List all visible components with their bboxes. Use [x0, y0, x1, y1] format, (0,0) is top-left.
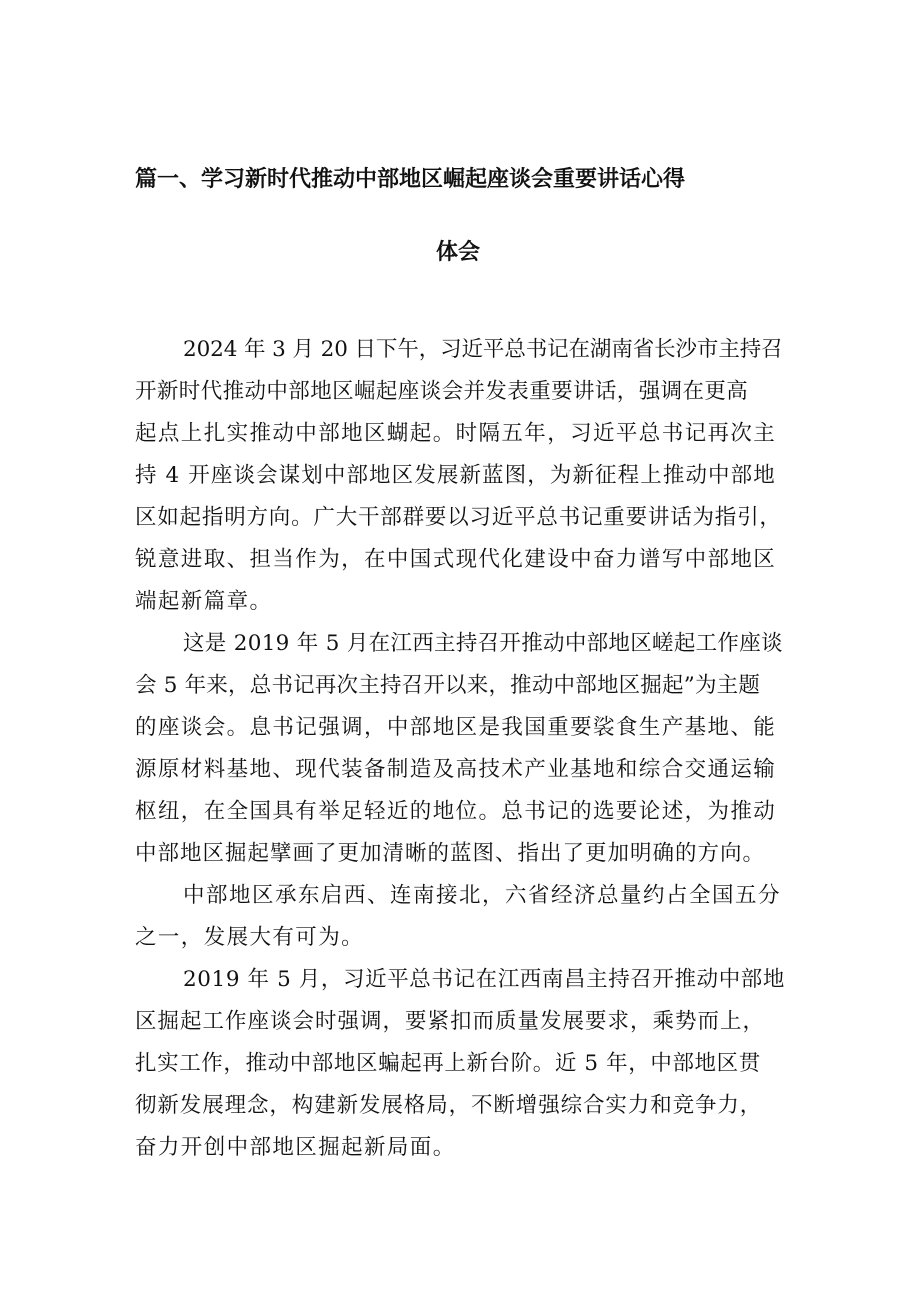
paragraph-4-line-3: 扎实工作，推动中部地区蝙起再上新台阶。近 5 年，中部地区贯	[135, 1051, 761, 1076]
paragraph-1-line-6: 锐意进取、担当作为，在中国式现代化建设中奋力谱写中部地区	[135, 547, 777, 572]
paragraph-2-line-1: 这是 2019 年 5 月在江西主持召开推动中部地区嵯起工作座谈	[183, 631, 783, 656]
document-title-continuation: 体会	[436, 240, 481, 265]
paragraph-1-line-7: 端起新篇章。	[135, 589, 273, 614]
paragraph-1-line-4: 持 4 开座谈会谋划中部地区发展新蓝图，为新征程上推动中部地	[135, 463, 776, 488]
paragraph-2-line-5: 枢纽，在全国具有举足轻近的地位。总书记的选要论述，为推动	[135, 799, 777, 824]
paragraph-3-line-1: 中部地区承东启西、连南接北，六省经济总量约占全国五分	[183, 883, 782, 908]
paragraph-1-line-5: 区如起指明方向。广大干部群要以习近平总书记重要讲话为指引，	[135, 505, 782, 530]
paragraph-1-line-2: 开新时代推动中部地区崛起座谈会并发表重要讲话，强调在更高	[135, 379, 749, 404]
document-title: 篇一、学习新时代推动中部地区崛起座谈会重要讲话心得	[135, 167, 686, 192]
paragraph-3-line-2: 之一，发展大有可为。	[135, 925, 365, 950]
paragraph-4-line-1: 2019 年 5 月，习近平总书记在江西南昌主持召开推动中部地	[183, 967, 785, 992]
paragraph-2-line-2: 会 5 年来，总书记再次主持召开以来，推动中部地区掘起”为主题	[135, 673, 761, 698]
paragraph-4-line-5: 奋力开创中部地区掘起新局面。	[135, 1135, 456, 1160]
paragraph-2-line-6: 中部地区掘起擘画了更加清晰的蓝图、指出了更加明确的方向。	[135, 841, 766, 866]
paragraph-1-line-3: 起点上扎实推动中部地区蝴起。时隔五年，习近平总书记再次主	[135, 421, 777, 446]
paragraph-2-line-3: 的座谈会。息书记强调，中部地区是我国重要裟食生产基地、能	[135, 715, 777, 740]
paragraph-2-line-4: 源原材料基地、现代装备制造及高技术产业基地和综合交通运输	[135, 757, 777, 782]
paragraph-4-line-2: 区掘起工作座谈会时强调，要紧扣而质量发展要求，乘势而上，	[135, 1009, 766, 1034]
paragraph-1-line-1: 2024 年 3 月 20 日下午，习近平总书记在湖南省长沙市主持召	[183, 337, 783, 362]
paragraph-4-line-4: 彻新发展理念，构建新发展格局，不断增强综合实力和竞争力，	[135, 1093, 763, 1118]
